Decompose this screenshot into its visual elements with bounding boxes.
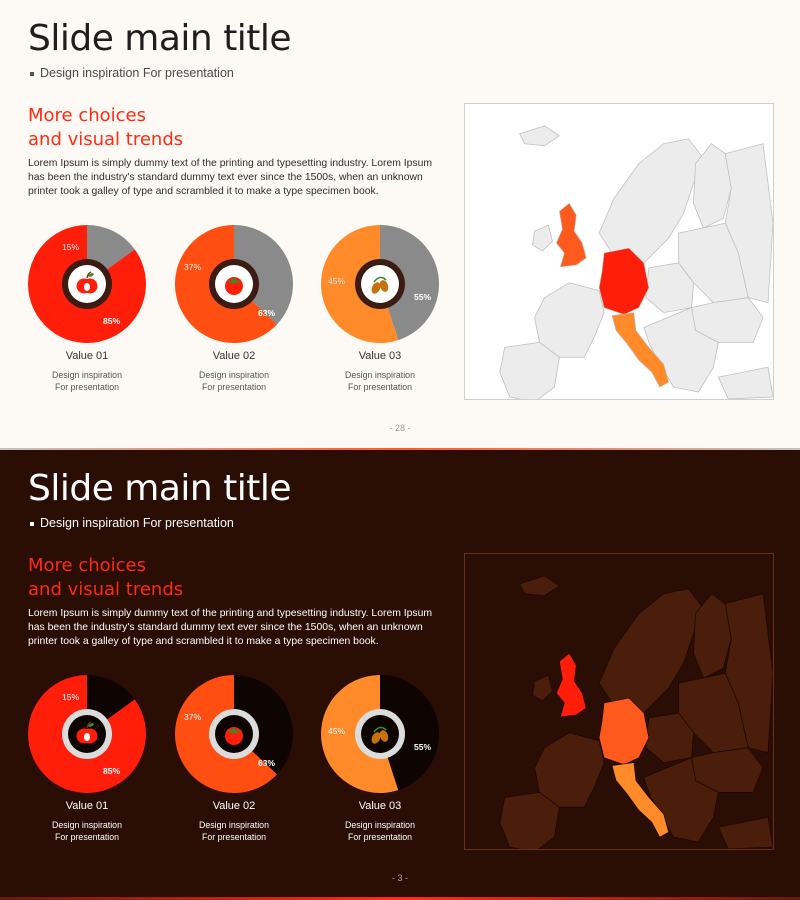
map-region-uk [556, 653, 586, 717]
donut-main-label: 63% [258, 308, 276, 318]
donut-chart-1 [27, 674, 147, 794]
body-paragraph: Lorem Ipsum is simply dummy text of the printing and typesetting industry. Lorem Ipsum has been the industry's standard dummy text ever since the 1500s, when an unknown printer took a galley of type and scrambled it to make a type specimen book. [28, 608, 433, 647]
donut-chart-3 [320, 674, 440, 794]
value-desc-1: Design inspiration [52, 820, 122, 830]
donut-svg [174, 674, 294, 794]
bullet-square-icon [30, 522, 34, 526]
donut-rest-label: 45% [328, 276, 346, 286]
donut-svg [174, 224, 294, 344]
caption-2 [174, 350, 294, 393]
map-svg [465, 104, 773, 399]
map-region-iceland [520, 576, 560, 596]
map-region-turkey [718, 367, 773, 399]
slide-dark [0, 450, 800, 900]
slide-title: Slide main title [28, 468, 292, 509]
value-label: Value 03 [358, 350, 402, 362]
page-number: - 28 - [389, 423, 411, 433]
map-region-ireland [533, 675, 553, 701]
value-desc-1: Design inspiration [345, 370, 415, 380]
donut-rest-label: 45% [328, 726, 346, 736]
tomato-icon [225, 727, 243, 745]
caption-3 [320, 350, 440, 393]
donut-svg [27, 674, 147, 794]
donut-chart-2 [174, 674, 294, 794]
donut-rest-label: 37% [184, 712, 202, 722]
value-label: Value 01 [65, 350, 109, 362]
donut-chart-3 [320, 224, 440, 344]
subtitle-text: Design inspiration For presentation [40, 66, 234, 80]
map-region-uk [556, 203, 586, 267]
caption-1 [27, 350, 147, 393]
map-region-iberia [500, 792, 560, 849]
tomato-icon [225, 277, 243, 295]
map-region-iberia [500, 342, 560, 399]
subtitle-text: Design inspiration For presentation [40, 516, 234, 530]
donut-main-label: 85% [103, 766, 121, 776]
donut-rest-label: 15% [62, 692, 80, 702]
value-label: Value 01 [65, 800, 109, 812]
donut-main-label: 55% [414, 742, 432, 752]
caption-2 [174, 800, 294, 843]
page-number: - 3 - [391, 873, 408, 883]
value-desc-2: For presentation [347, 832, 413, 842]
donut-rest-label: 15% [62, 242, 80, 252]
value-label: Value 02 [212, 350, 256, 362]
value-desc-1: Design inspiration [199, 370, 269, 380]
value-desc-2: For presentation [54, 382, 120, 392]
value-desc-1: Design inspiration [345, 820, 415, 830]
donut-main-label: 55% [414, 292, 432, 302]
section-heading [28, 554, 183, 602]
body-paragraph: Lorem Ipsum is simply dummy text of the printing and typesetting industry. Lorem Ipsum has been the industry's standard dummy text ever since the 1500s, when an unknown printer took a galley of type and scrambled it to make a type specimen book. [28, 158, 433, 197]
donut-svg [27, 224, 147, 344]
value-desc-1: Design inspiration [52, 370, 122, 380]
donut-main-label: 63% [258, 758, 276, 768]
donut-rest-label: 37% [184, 262, 202, 272]
heading-line-1: More choices [28, 555, 147, 576]
heading-line-2: and visual trends [28, 129, 184, 150]
map-region-iceland [520, 126, 560, 146]
subtitle-bullet [30, 66, 234, 80]
value-desc-2: For presentation [347, 382, 413, 392]
caption-3 [320, 800, 440, 843]
section-heading [28, 104, 183, 152]
donut-chart-2 [174, 224, 294, 344]
value-desc-2: For presentation [201, 832, 267, 842]
donut-chart-1 [27, 224, 147, 344]
heading-line-2: and visual trends [28, 579, 184, 600]
donut-main-label: 85% [103, 316, 121, 326]
map-region-ireland [533, 225, 553, 251]
map-svg [465, 554, 773, 849]
bullet-square-icon [30, 72, 34, 76]
value-label: Value 03 [358, 800, 402, 812]
value-desc-2: For presentation [201, 382, 267, 392]
heading-line-1: More choices [28, 105, 147, 126]
value-label: Value 02 [212, 800, 256, 812]
subtitle-bullet [30, 516, 234, 530]
slide-title: Slide main title [28, 18, 292, 59]
value-desc-1: Design inspiration [199, 820, 269, 830]
europe-map [464, 103, 774, 400]
map-region-turkey [718, 817, 773, 849]
caption-1 [27, 800, 147, 843]
europe-map [464, 553, 774, 850]
value-desc-2: For presentation [54, 832, 120, 842]
